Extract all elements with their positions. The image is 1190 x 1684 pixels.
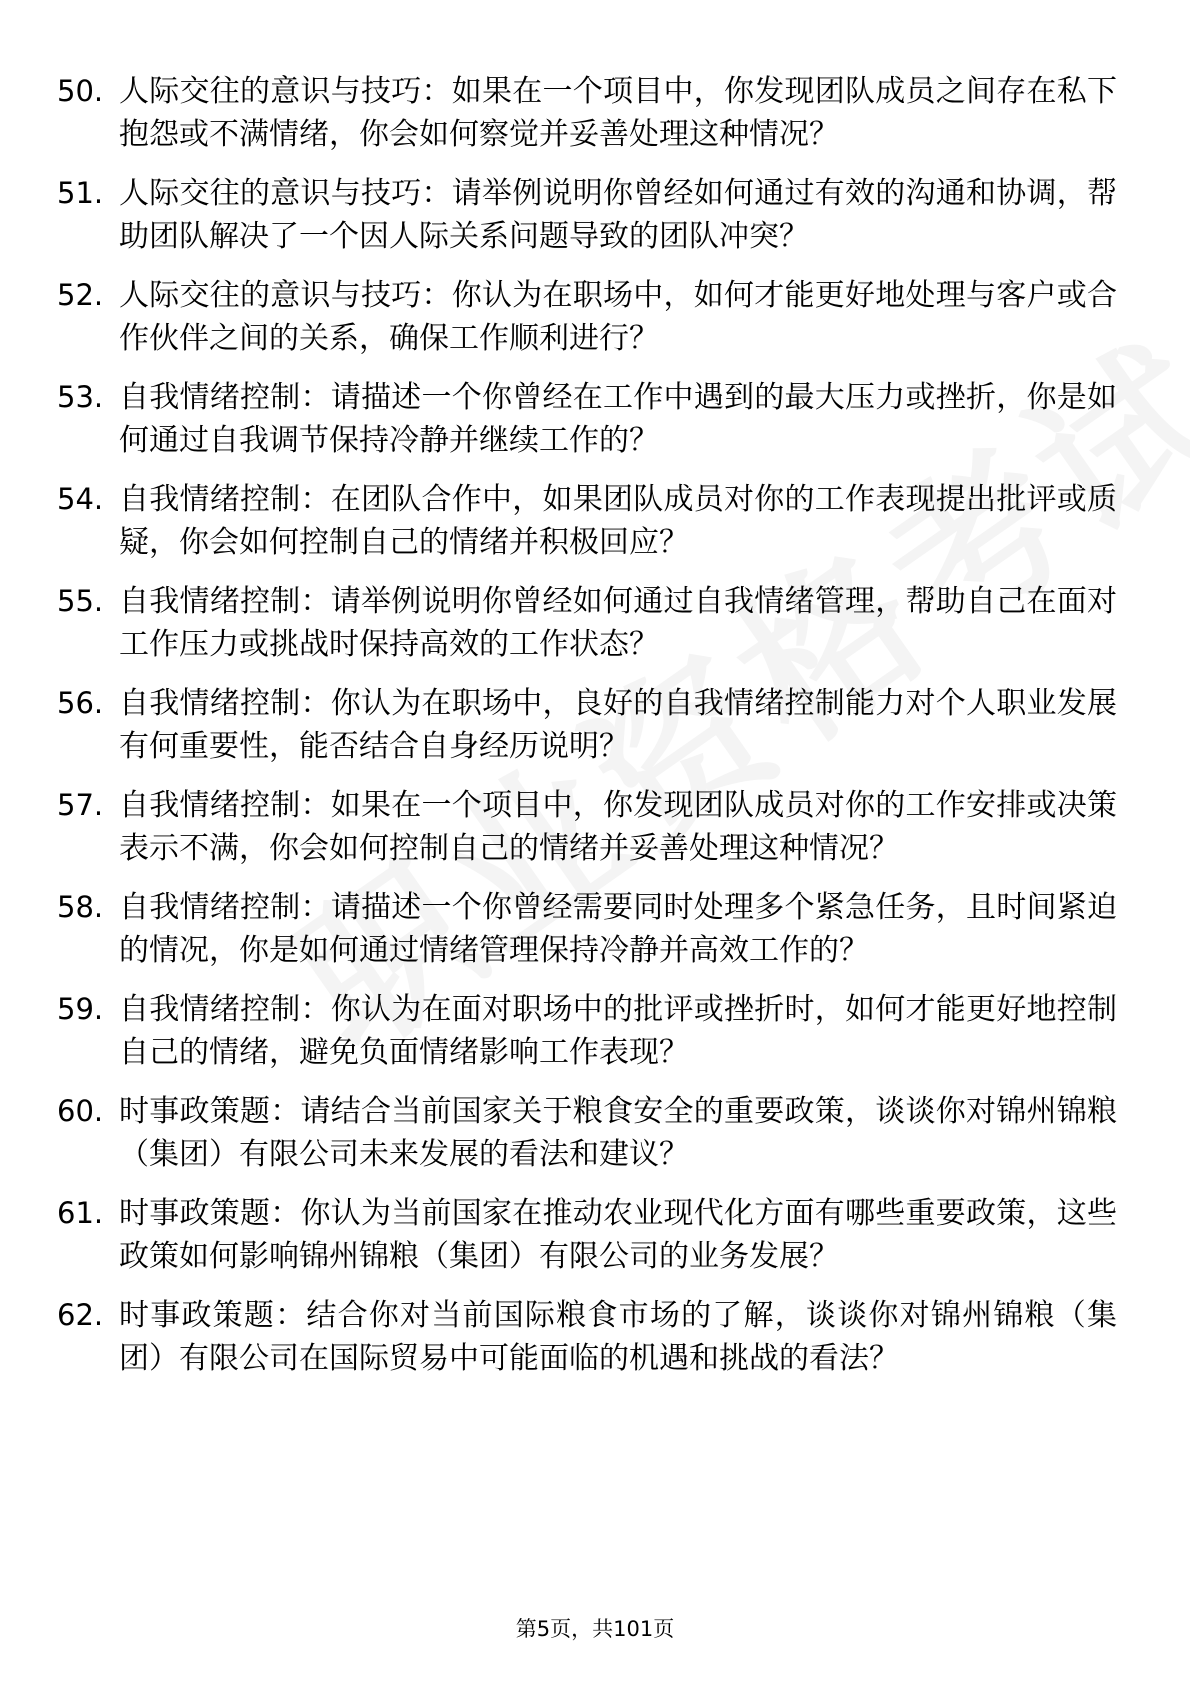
question-text: 自我情绪控制：如果在一个项目中，你发现团队成员对你的工作安排或决策表示不满，你会如何控制自己的情绪并妥善处理这种情况？ — [119, 788, 1117, 866]
question-number: 61. — [57, 1196, 104, 1230]
question-item — [57, 376, 1117, 462]
question-number: 51. — [57, 176, 104, 210]
question-item — [57, 274, 1117, 360]
question-text: 自我情绪控制：请描述一个你曾经需要同时处理多个紧急任务，且时间紧迫的情况，你是如何通过情绪管理保持冷静并高效工作的？ — [119, 890, 1117, 968]
question-number: 62. — [57, 1298, 104, 1332]
question-text: 自我情绪控制：你认为在职场中，良好的自我情绪控制能力对个人职业发展有何重要性，能否结合自身经历说明？ — [119, 686, 1117, 764]
question-item — [57, 1090, 1117, 1176]
question-item — [57, 886, 1117, 972]
question-list — [57, 70, 1117, 1396]
question-number: 53. — [57, 380, 104, 414]
page-number-label: 第5页，共101页 — [515, 1617, 675, 1641]
question-item — [57, 988, 1117, 1074]
question-text: 时事政策题：你认为当前国家在推动农业现代化方面有哪些重要政策，这些政策如何影响锦州锦粮（集团）有限公司的业务发展？ — [119, 1196, 1117, 1274]
question-number: 52. — [57, 278, 104, 312]
question-item — [57, 1294, 1117, 1380]
question-number: 59. — [57, 992, 104, 1026]
question-text: 自我情绪控制：请举例说明你曾经如何通过自我情绪管理，帮助自己在面对工作压力或挑战时保持高效的工作状态？ — [119, 584, 1117, 662]
question-number: 50. — [57, 74, 104, 108]
question-text: 时事政策题：结合你对当前国际粮食市场的了解，谈谈你对锦州锦粮（集团）有限公司在国际贸易中可能面临的机遇和挑战的看法？ — [119, 1298, 1117, 1376]
question-text: 时事政策题：请结合当前国家关于粮食安全的重要政策，谈谈你对锦州锦粮（集团）有限公司未来发展的看法和建议？ — [119, 1094, 1117, 1172]
question-number: 58. — [57, 890, 104, 924]
question-text: 自我情绪控制：你认为在面对职场中的批评或挫折时，如何才能更好地控制自己的情绪，避免负面情绪影响工作表现？ — [119, 992, 1117, 1070]
question-number: 60. — [57, 1094, 104, 1128]
question-item — [57, 1192, 1117, 1278]
question-number: 57. — [57, 788, 104, 822]
question-text: 人际交往的意识与技巧：请举例说明你曾经如何通过有效的沟通和协调，帮助团队解决了一个因人际关系问题导致的团队冲突？ — [119, 176, 1117, 254]
question-text: 自我情绪控制：在团队合作中，如果团队成员对你的工作表现提出批评或质疑，你会如何控制自己的情绪并积极回应？ — [119, 482, 1117, 560]
question-item — [57, 580, 1117, 666]
question-item — [57, 478, 1117, 564]
page-footer — [0, 1614, 1190, 1644]
question-text: 自我情绪控制：请描述一个你曾经在工作中遇到的最大压力或挫折，你是如何通过自我调节保持冷静并继续工作的？ — [119, 380, 1117, 458]
question-number: 56. — [57, 686, 104, 720]
question-number: 54. — [57, 482, 104, 516]
question-item — [57, 784, 1117, 870]
question-item — [57, 70, 1117, 156]
question-item — [57, 682, 1117, 768]
question-item — [57, 172, 1117, 258]
question-text: 人际交往的意识与技巧：如果在一个项目中，你发现团队成员之间存在私下抱怨或不满情绪，你会如何察觉并妥善处理这种情况？ — [119, 74, 1117, 152]
question-text: 人际交往的意识与技巧：你认为在职场中，如何才能更好地处理与客户或合作伙伴之间的关系，确保工作顺利进行？ — [119, 278, 1117, 356]
question-number: 55. — [57, 584, 104, 618]
